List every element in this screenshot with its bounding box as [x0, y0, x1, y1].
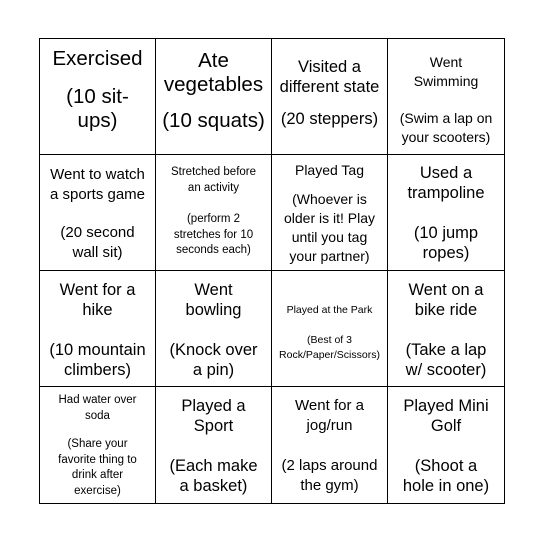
square-title: Stretched before an activity — [170, 166, 257, 194]
square-detail: (perform 2 stretches for 10 seconds each) — [173, 213, 254, 256]
bingo-square[interactable] — [388, 271, 504, 387]
square-detail: (2 laps around the gym) — [281, 457, 378, 494]
bingo-square[interactable] — [388, 155, 504, 271]
bingo-square[interactable] — [156, 155, 272, 271]
square-detail: (Whoever is older is it! Play until you tag your partner) — [283, 191, 376, 264]
square-detail: (10 mountain climbers) — [49, 341, 146, 379]
bingo-card — [39, 38, 505, 504]
square-detail: (20 steppers) — [280, 110, 379, 128]
square-detail: (10 squats) — [162, 109, 265, 132]
bingo-square[interactable] — [272, 39, 388, 155]
bingo-square[interactable] — [272, 271, 388, 387]
bingo-square[interactable] — [388, 39, 504, 155]
square-title: Had water over soda — [58, 394, 137, 422]
square-title: Went for a hike — [59, 281, 136, 319]
square-detail: (Share your favorite thing to drink after exercise) — [58, 438, 137, 497]
bingo-square[interactable] — [272, 155, 388, 271]
square-detail: (Best of 3 Rock/Paper/Scissors) — [279, 334, 380, 361]
square-title: Visited a different state — [279, 58, 380, 96]
square-title: Played a Sport — [181, 397, 246, 435]
square-title: Played Tag — [294, 162, 364, 178]
square-detail: (10 jump ropes) — [413, 224, 479, 262]
bingo-square[interactable] — [40, 155, 156, 271]
square-title: Went for a jog/run — [295, 397, 364, 434]
bingo-square[interactable] — [40, 271, 156, 387]
square-detail: (Shoot a hole in one) — [402, 457, 490, 495]
square-title: Went on a bike ride — [408, 281, 484, 319]
bingo-square[interactable] — [388, 387, 504, 503]
square-title: Exercised — [52, 47, 143, 70]
square-title: Played at the Park — [286, 304, 373, 316]
square-title: Ate vegetables — [163, 49, 264, 96]
square-title: Went bowling — [185, 281, 242, 319]
square-detail: (Each make a basket) — [169, 457, 258, 495]
square-title: Went to watch a sports game — [49, 166, 146, 203]
square-title: Went Swimming — [413, 54, 479, 89]
bingo-square[interactable] — [156, 387, 272, 503]
square-detail: (Knock over a pin) — [169, 341, 258, 379]
bingo-square[interactable] — [156, 271, 272, 387]
square-detail: (Take a lap w/ scooter) — [405, 341, 487, 379]
bingo-square[interactable] — [40, 39, 156, 155]
square-title: Played Mini Golf — [403, 397, 489, 435]
square-detail: (Swim a lap on your scooters) — [399, 110, 493, 145]
bingo-square[interactable] — [272, 387, 388, 503]
square-title: Used a trampoline — [407, 164, 485, 202]
bingo-square[interactable] — [156, 39, 272, 155]
square-detail: (10 sit- ups) — [66, 85, 129, 132]
bingo-square[interactable] — [40, 387, 156, 503]
square-detail: (20 second wall sit) — [60, 224, 135, 261]
